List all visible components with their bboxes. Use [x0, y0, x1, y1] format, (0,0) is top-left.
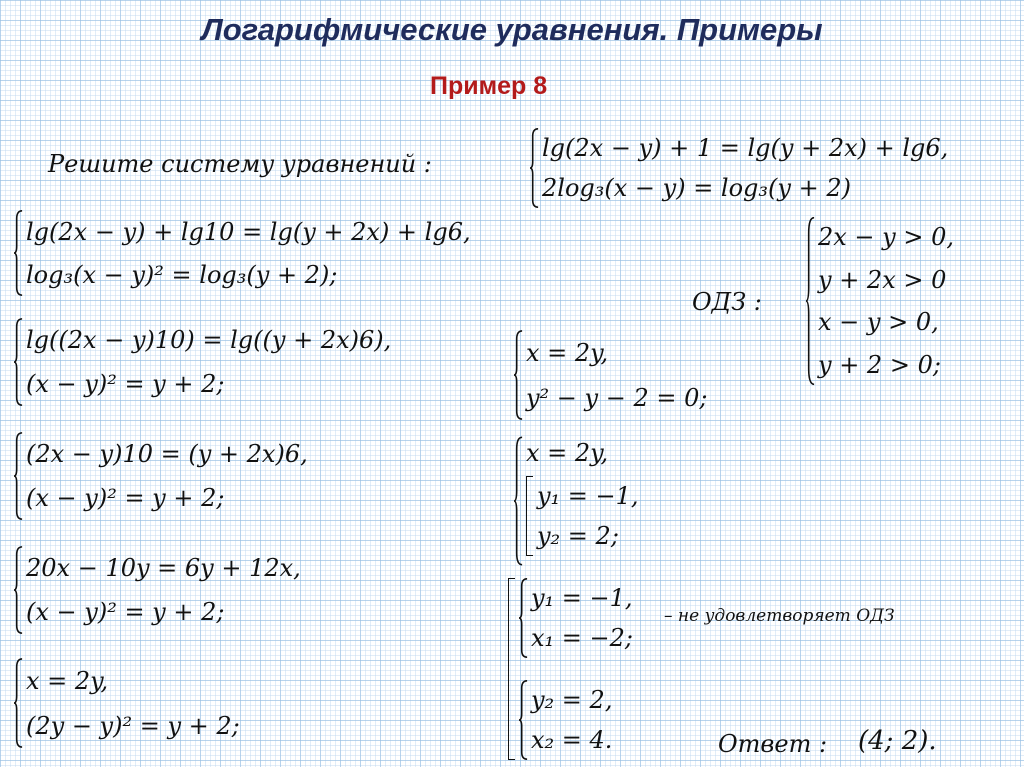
equation: lg(2x − y) + lg10 = lg(y + 2x) + lg6, [26, 217, 471, 246]
brace-icon [519, 578, 528, 658]
bracket-icon [526, 476, 533, 556]
equation: log₃(x − y)² = log₃(y + 2); [26, 260, 338, 289]
equation: y₂ = 2, [531, 686, 613, 714]
equation: (x − y)² = y + 2; [26, 370, 225, 398]
odz-condition: y + 2 > 0; [818, 350, 941, 379]
brace-icon [14, 432, 23, 520]
left-step-5 [14, 658, 240, 748]
odz-label: ОДЗ : [692, 288, 762, 316]
answer-value: (4; 2). [858, 726, 937, 756]
task-prompt: Решите систему уравнений : [48, 150, 432, 178]
root: y₂ = 2; [537, 522, 619, 550]
equation: x = 2y, [526, 338, 609, 367]
left-step-1 [14, 210, 471, 296]
equation: x₂ = 4. [531, 726, 613, 754]
brace-icon [514, 330, 523, 420]
task-equation-1: lg(2x − y) + 1 = lg(y + 2x) + lg6, [542, 134, 949, 162]
equation: (2y − y)² = y + 2; [26, 711, 240, 740]
odz-system [806, 216, 954, 386]
brace-icon [530, 128, 539, 208]
right-step-3 [508, 578, 633, 760]
equation: x = 2y, [526, 439, 609, 467]
example-heading: Пример 8 [430, 72, 548, 100]
equation: (2x − y)10 = (y + 2x)6, [26, 440, 308, 468]
brace-icon [14, 546, 23, 634]
equation: y₁ = −1, [531, 584, 633, 612]
slide-title: Логарифмические уравнения. Примеры [201, 12, 823, 47]
answer-label: Ответ : [718, 730, 828, 758]
brace-icon [14, 658, 23, 748]
task-equation-2: 2log₃(x − y) = log₃(y + 2) [542, 174, 851, 202]
equation: 20x − 10y = 6y + 12x, [26, 554, 301, 582]
odz-condition: x − y > 0, [818, 308, 939, 337]
odz-condition: 2x − y > 0, [818, 223, 954, 252]
solution-2 [519, 680, 633, 760]
equation: (x − y)² = y + 2; [26, 484, 225, 512]
brace-icon [14, 210, 23, 296]
equation: lg((2x − y)10) = lg((y + 2x)6), [26, 326, 392, 354]
brace-icon [14, 318, 23, 406]
bracket-icon [508, 578, 515, 760]
brace-icon [514, 436, 523, 566]
task-system [530, 128, 948, 208]
right-step-2 [514, 436, 639, 566]
equation: x = 2y, [26, 666, 109, 695]
solution-1 [519, 578, 633, 658]
left-step-4 [14, 546, 301, 634]
roots-set [526, 476, 639, 556]
left-step-2 [14, 318, 391, 406]
equation: y² − y − 2 = 0; [526, 383, 708, 412]
left-step-3 [14, 432, 308, 520]
odz-rejection-note: – не удовлетворяет ОДЗ [664, 606, 895, 626]
odz-condition: y + 2x > 0 [818, 265, 947, 294]
root: y₁ = −1, [537, 482, 639, 510]
right-step-1 [514, 330, 707, 420]
equation: (x − y)² = y + 2; [26, 598, 225, 626]
brace-icon [806, 216, 815, 386]
equation: x₁ = −2; [531, 624, 633, 652]
brace-icon [519, 680, 528, 760]
